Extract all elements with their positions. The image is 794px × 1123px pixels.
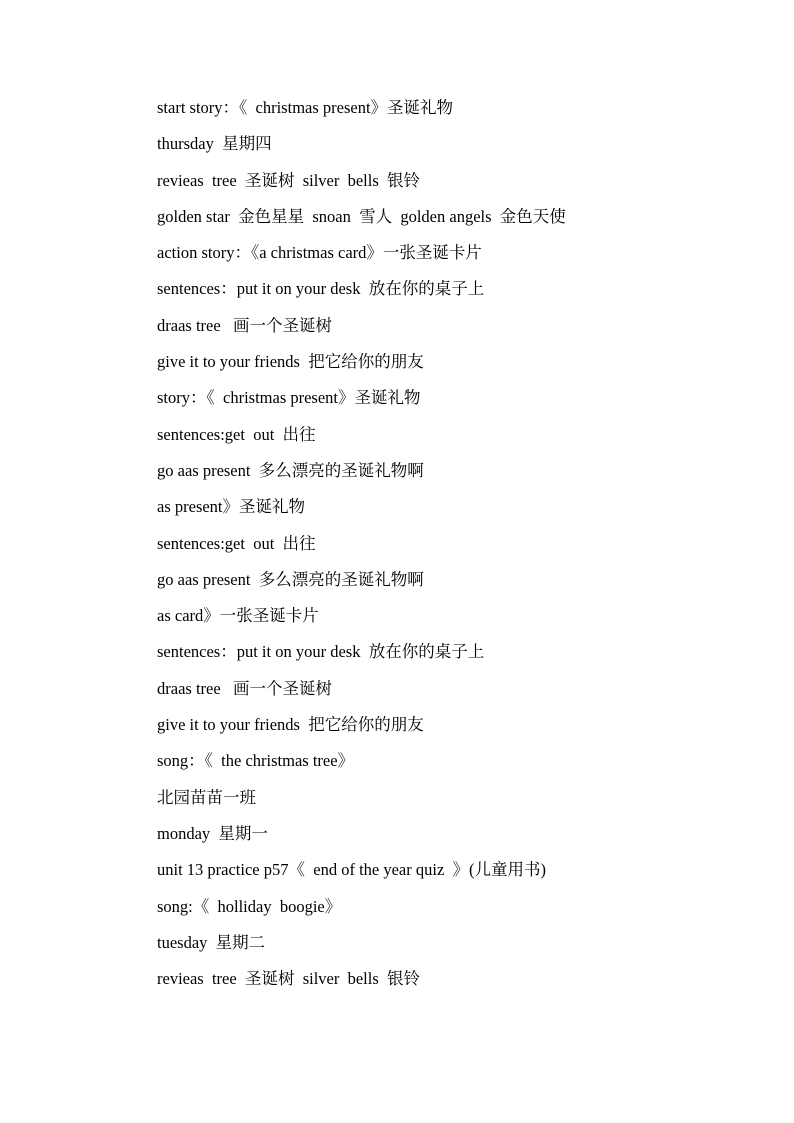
text-line: tuesday 星期二 (157, 932, 266, 952)
text-line: sentences：put it on your desk 放在你的桌子上 (157, 642, 485, 662)
text-line: thursday 星期四 (157, 134, 272, 154)
text-line: as present》圣诞礼物 (157, 497, 306, 517)
text-line: start story：《 christmas present》圣诞礼物 (157, 98, 454, 117)
text-line: draas tree 画一个圣诞树 (157, 315, 333, 335)
text-line: draas tree 画一个圣诞树 (157, 678, 333, 698)
text-line: 北园苗苗一班 (157, 787, 256, 807)
text-line: action story：《a christmas card》一张圣诞卡片 (157, 243, 482, 263)
text-line: go aas present 多么漂亮的圣诞礼物啊 (157, 569, 424, 589)
text-line: revieas tree 圣诞树 silver bells 银铃 (157, 170, 421, 190)
text-line: go aas present 多么漂亮的圣诞礼物啊 (157, 460, 424, 480)
text-line: golden star 金色星星 snoan 雪人 golden angels 金色天使 (157, 206, 566, 226)
text-line: song:《 holliday boogie》 (157, 896, 342, 916)
text-line: give it to your friends 把它给你的朋友 (157, 352, 424, 372)
text-line: sentences:get out 出往 (157, 533, 316, 553)
text-line: as card》一张圣诞卡片 (157, 606, 319, 626)
text-line: song：《 the christmas tree》 (157, 751, 355, 771)
text-body (157, 95, 757, 1002)
text-line: give it to your friends 把它给你的朋友 (157, 715, 424, 735)
text-line: monday 星期一 (157, 823, 268, 843)
text-line: story：《 christmas present》圣诞礼物 (157, 388, 421, 408)
text-line: unit 13 practice p57《 end of the year quiz 》(儿童用书) (157, 860, 547, 880)
text-line: sentences：put it on your desk 放在你的桌子上 (157, 279, 485, 299)
text-line: sentences:get out 出往 (157, 424, 316, 444)
text-line: revieas tree 圣诞树 silver bells 银铃 (157, 969, 421, 989)
